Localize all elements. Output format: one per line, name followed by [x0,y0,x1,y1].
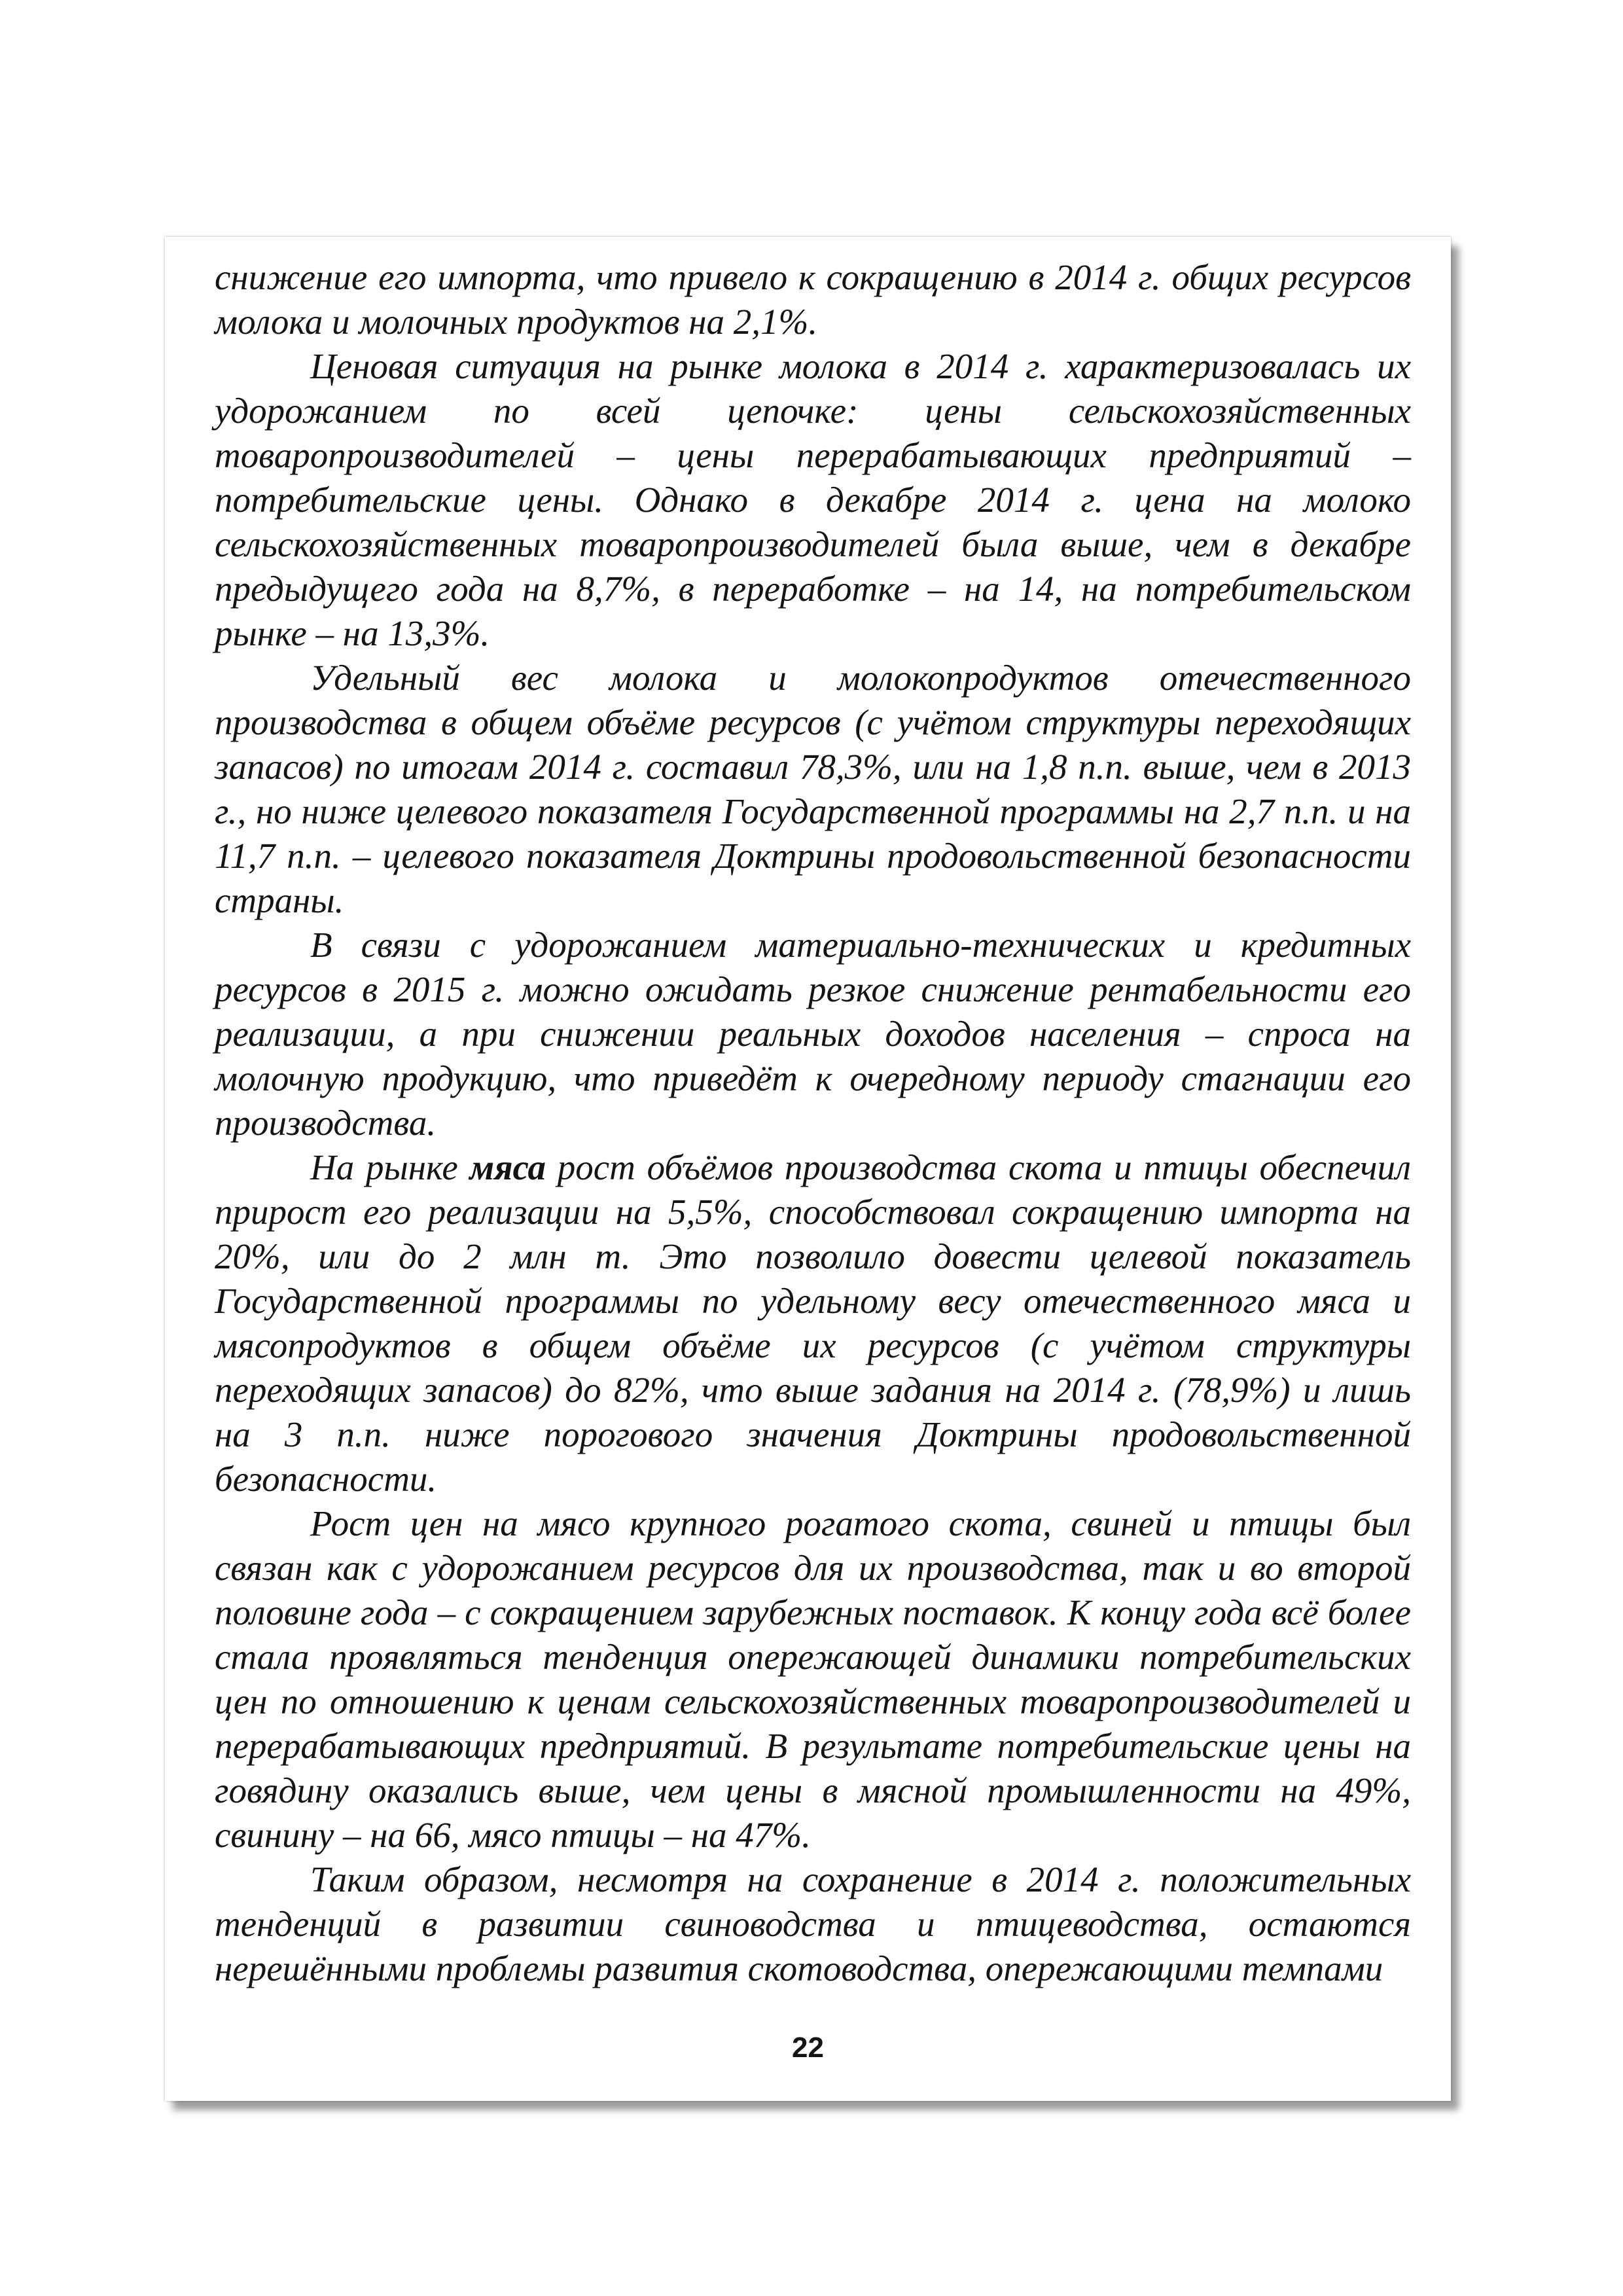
meat-keyword: мяса [469,1147,546,1187]
paragraph-conclusion: Таким образом, несмотря на сохранение в 2014 г. положительных тенденций в развитии свиноводства и птицеводства, остаются нерешёнными проблемы развития скотоводства, опережающими темпами [215,1859,1411,1988]
meat-body-text: рост объёмов производства скота и птицы обеспечил прирост его реализации на 5,5%, способствовал сокращению импорта на 20%, или до 2 млн т. Это позволило довести целевой показатель Государственной программы по удельному весу отечественного мяса и мясопродуктов в общем объёме их ресурсов (с учётом структуры переходящих запасов) до 82%, что выше задания на 2014 г. (78,9%) и лишь на 3 п.п. ниже порогового значения Доктрины продовольственной безопасности. [215,1147,1412,1499]
paragraph-milk-prices: Ценовая ситуация на рынке молока в 2014 г. характеризовалась их удорожанием по всей цепочке: цены сельскохозяйственных товаропроизводителей – цены перерабатывающих предприятий – потребительские цены. Однако в декабре 2014 г. цена на молоко сельскохозяйственных товаропроизводителей была выше, чем в декабре предыдущего года на 8,7%, в переработке – на 14, на потребительском рынке – на 13,3%. [215,346,1411,653]
document-page [165,237,1451,2101]
paragraph-milk-domestic-share: Удельный вес молока и молокопродуктов отечественного производства в общем объёме ресурсов (с учётом структуры переходящих запасов) по итогам 2014 г. составил 78,3%, или на 1,8 п.п. выше, чем в 2013 г., но ниже целевого показателя Государственной программы на 2,7 п.п. и на 11,7 п.п. – целевого показателя Доктрины продовольственной безопасности страны. [215,658,1411,920]
paragraph-meat-market [215,1145,1411,1501]
meat-intro-text: На рынке [310,1147,470,1187]
page-number: 22 [792,2032,824,2064]
body-text [215,255,1411,1991]
paragraph-milk-resources: снижение его импорта, что привело к сокращению в 2014 г. общих ресурсов молока и молочных продуктов на 2,1%. [215,257,1411,342]
paragraph-milk-outlook: В связи с удорожанием материально-технических и кредитных ресурсов в 2015 г. можно ожидать резкое снижение рентабельности его реализации, а при снижении реальных доходов населения – спроса на молочную продукцию, что приведёт к очередному периоду стагнации его производства. [215,925,1411,1143]
paragraph-meat-prices: Рост цен на мясо крупного рогатого скота, свиней и птицы был связан как с удорожанием ресурсов для их производства, так и во второй половине года – с сокращением зарубежных поставок. К концу года всё более стала проявляться тенденция опережающей динамики потребительских цен по отношению к ценам сельскохозяйственных товаропроизводителей и перерабатывающих предприятий. В результате потребительские цены на говядину оказались выше, чем цены в мясной промышленности на 49%, свинину – на 66, мясо птицы – на 47%. [215,1503,1411,1855]
